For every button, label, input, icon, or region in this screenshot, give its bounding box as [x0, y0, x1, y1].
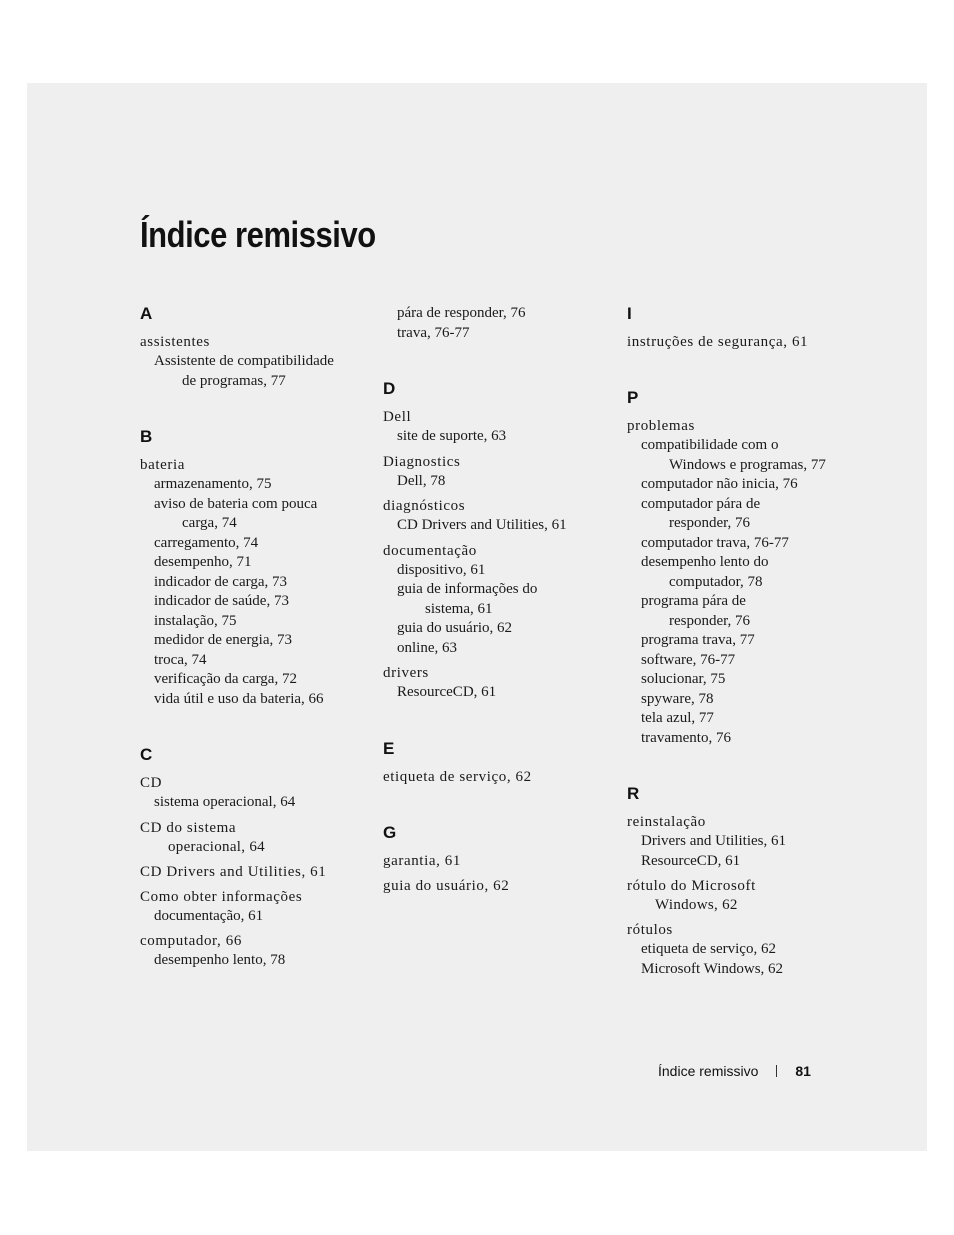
index-subentry: [383, 516, 613, 536]
page-number: 81: [795, 1063, 811, 1079]
subentry-text: compatibilidade com o: [641, 437, 779, 453]
section-letter: R: [627, 784, 640, 803]
index-term-text: garantia, 61: [383, 852, 462, 869]
index-term: [383, 664, 613, 683]
index-entry: [140, 333, 370, 391]
index-term: [383, 542, 613, 561]
index-term: [627, 333, 857, 352]
index-term: [383, 768, 613, 787]
index-term: [140, 888, 370, 907]
index-term-text: rótulos: [627, 922, 673, 938]
index-section: [383, 379, 613, 703]
index-subentry: [383, 324, 613, 344]
index-term-continuation: Windows, 62: [655, 897, 738, 913]
index-section: [140, 745, 370, 971]
page-title: Índice remissivo: [140, 214, 376, 255]
subentry-text: CD Drivers and Utilities, 61: [397, 517, 567, 533]
index-term-text: CD do sistema: [140, 819, 237, 836]
index-subentry: [140, 495, 370, 534]
index-subentry: [383, 639, 613, 659]
subentry-continuation: carga, 74: [182, 515, 237, 531]
subentry-text: software, 76-77: [641, 651, 736, 668]
subentry-text: armazenamento, 75: [154, 476, 272, 492]
index-subentry: [383, 683, 613, 703]
index-subentry: [627, 553, 857, 592]
index-term-text: diagnósticos: [383, 498, 466, 514]
subentry-text: aviso de bateria com pouca: [154, 495, 318, 512]
subentry-text: carregamento, 74: [154, 534, 259, 551]
index-term: [140, 456, 370, 475]
index-section: [627, 784, 857, 979]
subentry-text: Assistente de compatibilidade: [154, 353, 334, 369]
index-term-text: assistentes: [140, 334, 210, 350]
section-letter: B: [140, 427, 153, 446]
subentry-text: instalação, 75: [154, 612, 237, 629]
subentry-text: computador pára de: [641, 495, 761, 512]
section-letter: P: [627, 388, 639, 407]
index-section: [140, 304, 370, 391]
index-entry: [140, 456, 370, 709]
subentry-text: Drivers and Utilities, 61: [641, 833, 786, 849]
index-entry: [383, 664, 613, 703]
index-entry: [383, 453, 613, 492]
index-column-1: [140, 304, 370, 1007]
subentry-continuation: responder, 76: [669, 612, 751, 629]
index-term: [627, 813, 857, 832]
subentry-text: solucionar, 75: [641, 671, 726, 687]
index-term: [140, 863, 370, 882]
index-subentry: [140, 352, 370, 391]
subentry-text: ResourceCD, 61: [641, 852, 741, 869]
index-term-text: drivers: [383, 665, 429, 681]
index-subentry: [140, 631, 370, 651]
index-column-3: [627, 304, 857, 1015]
index-entry: [140, 888, 370, 927]
subentry-text: desempenho lento, 78: [154, 952, 286, 968]
index-subentry: [140, 573, 370, 593]
subentry-text: desempenho, 71: [154, 554, 252, 570]
subentry-text: online, 63: [397, 639, 457, 656]
section-letter: A: [140, 304, 153, 323]
index-term: [627, 417, 857, 436]
subentry-text: guia do usuário, 62: [397, 620, 512, 636]
index-entry: [140, 774, 370, 813]
index-subentry: [627, 651, 857, 671]
index-term: [140, 819, 370, 857]
index-term-text: Diagnostics: [383, 453, 461, 470]
index-section: [383, 739, 613, 787]
index-subentry: [383, 304, 613, 324]
subentry-text: computador trava, 76-77: [641, 534, 789, 551]
index-term-text: problemas: [627, 418, 695, 434]
index-subentry: [627, 960, 857, 980]
subentry-text: pára de responder, 76: [397, 305, 526, 321]
subentry-text: dispositivo, 61: [397, 561, 486, 578]
index-subentry: [140, 690, 370, 710]
index-subentry: [627, 436, 857, 475]
subentry-text: verificação da carga, 72: [154, 671, 297, 687]
index-subentry: [140, 553, 370, 573]
index-column-2: [383, 304, 613, 932]
index-term: [627, 921, 857, 940]
subentry-continuation: de programas, 77: [182, 372, 286, 389]
subentry-text: trava, 76-77: [397, 324, 470, 341]
subentry-text: travamento, 76: [641, 729, 731, 746]
subentry-text: desempenho lento do: [641, 554, 769, 570]
subentry-text: programa pára de: [641, 593, 746, 609]
index-entry: [627, 877, 857, 915]
index-entry: [383, 408, 613, 447]
footer-label: Índice remissivo: [658, 1063, 759, 1079]
subentry-continuation: computador, 78: [669, 573, 763, 590]
index-subentry: [140, 534, 370, 554]
index-term-text: documentação: [383, 542, 477, 559]
index-subentry: [627, 592, 857, 631]
index-section: [383, 304, 613, 343]
index-entry: [627, 333, 857, 352]
subentry-text: medidor de energia, 73: [154, 632, 293, 648]
index-term: [627, 877, 857, 915]
index-term-text: reinstalação: [627, 814, 706, 830]
index-subentry: [140, 951, 370, 971]
index-entry: [383, 304, 613, 343]
index-term-text: etiqueta de serviço, 62: [383, 768, 532, 785]
subentry-text: tela azul, 77: [641, 710, 714, 726]
index-entry: [383, 497, 613, 536]
index-subentry: [627, 852, 857, 872]
index-subentry: [627, 475, 857, 495]
index-term-text: CD: [140, 775, 163, 791]
page-footer: [658, 1061, 811, 1081]
subentry-text: vida útil e uso da bateria, 66: [154, 690, 324, 707]
subentry-text: guia de informações do: [397, 581, 538, 597]
index-entry: [383, 877, 613, 896]
index-subentry: [140, 907, 370, 927]
subentry-text: Dell, 78: [397, 472, 446, 489]
index-term-text: instruções de segurança, 61: [627, 334, 809, 350]
index-term-text: guia do usuário, 62: [383, 877, 510, 894]
subentry-continuation: responder, 76: [669, 515, 751, 531]
index-term: [140, 774, 370, 793]
section-letter: I: [627, 304, 632, 323]
index-term: [383, 497, 613, 516]
subentry-text: programa trava, 77: [641, 632, 755, 648]
index-term-text: bateria: [140, 457, 186, 473]
index-subentry: [383, 619, 613, 639]
index-term-text: CD Drivers and Utilities, 61: [140, 863, 327, 880]
index-section: [383, 823, 613, 896]
index-term-text: rótulo do Microsoft: [627, 878, 756, 894]
index-subentry: [383, 472, 613, 492]
subentry-continuation: sistema, 61: [425, 600, 493, 617]
index-entry: [140, 932, 370, 971]
index-subentry: [627, 690, 857, 710]
section-letter: E: [383, 738, 395, 758]
index-subentry: [627, 534, 857, 554]
index-entry: [383, 768, 613, 787]
index-entry: [383, 852, 613, 871]
subentry-text: spyware, 78: [641, 690, 714, 707]
index-subentry: [140, 612, 370, 632]
index-subentry: [627, 729, 857, 749]
index-subentry: [627, 670, 857, 690]
index-term-text: Como obter informações: [140, 888, 303, 905]
index-section: [627, 388, 857, 748]
index-subentry: [383, 427, 613, 447]
index-section: [627, 304, 857, 352]
subentry-text: indicador de carga, 73: [154, 573, 288, 590]
index-entry: [383, 542, 613, 659]
subentry-continuation: Windows e programas, 77: [669, 456, 826, 473]
section-letter: C: [140, 745, 153, 764]
index-term-text: Dell: [383, 409, 412, 425]
subentry-text: troca, 74: [154, 651, 207, 668]
index-subentry: [140, 793, 370, 813]
subentry-text: computador não inicia, 76: [641, 476, 798, 492]
index-subentry: [140, 475, 370, 495]
index-entry: [140, 863, 370, 882]
index-term: [383, 408, 613, 427]
index-subentry: [627, 832, 857, 852]
index-term: [383, 453, 613, 472]
index-subentry: [140, 651, 370, 671]
index-entry: [140, 819, 370, 857]
subentry-text: ResourceCD, 61: [397, 684, 497, 700]
section-letter: G: [383, 822, 397, 842]
index-subentry: [383, 580, 613, 619]
index-entry: [627, 417, 857, 748]
index-subentry: [627, 631, 857, 651]
index-subentry: [627, 495, 857, 534]
index-term: [383, 852, 613, 871]
index-subentry: [627, 940, 857, 960]
index-term: [140, 333, 370, 352]
subentry-text: sistema operacional, 64: [154, 794, 296, 810]
index-entry: [627, 813, 857, 871]
section-letter: D: [383, 379, 396, 398]
subentry-text: etiqueta de serviço, 62: [641, 941, 776, 957]
index-term-text: computador, 66: [140, 933, 242, 949]
index-term-continuation: operacional, 64: [168, 838, 265, 855]
index-section: [140, 427, 370, 709]
index-subentry: [627, 709, 857, 729]
subentry-text: documentação, 61: [154, 907, 264, 924]
subentry-text: indicador de saúde, 73: [154, 593, 289, 609]
index-entry: [627, 921, 857, 979]
index-subentry: [140, 592, 370, 612]
index-subentry: [140, 670, 370, 690]
footer-divider: [776, 1065, 777, 1077]
subentry-text: Microsoft Windows, 62: [641, 960, 784, 977]
index-term: [140, 932, 370, 951]
index-subentry: [383, 561, 613, 581]
subentry-text: site de suporte, 63: [397, 428, 507, 444]
index-term: [383, 877, 613, 896]
